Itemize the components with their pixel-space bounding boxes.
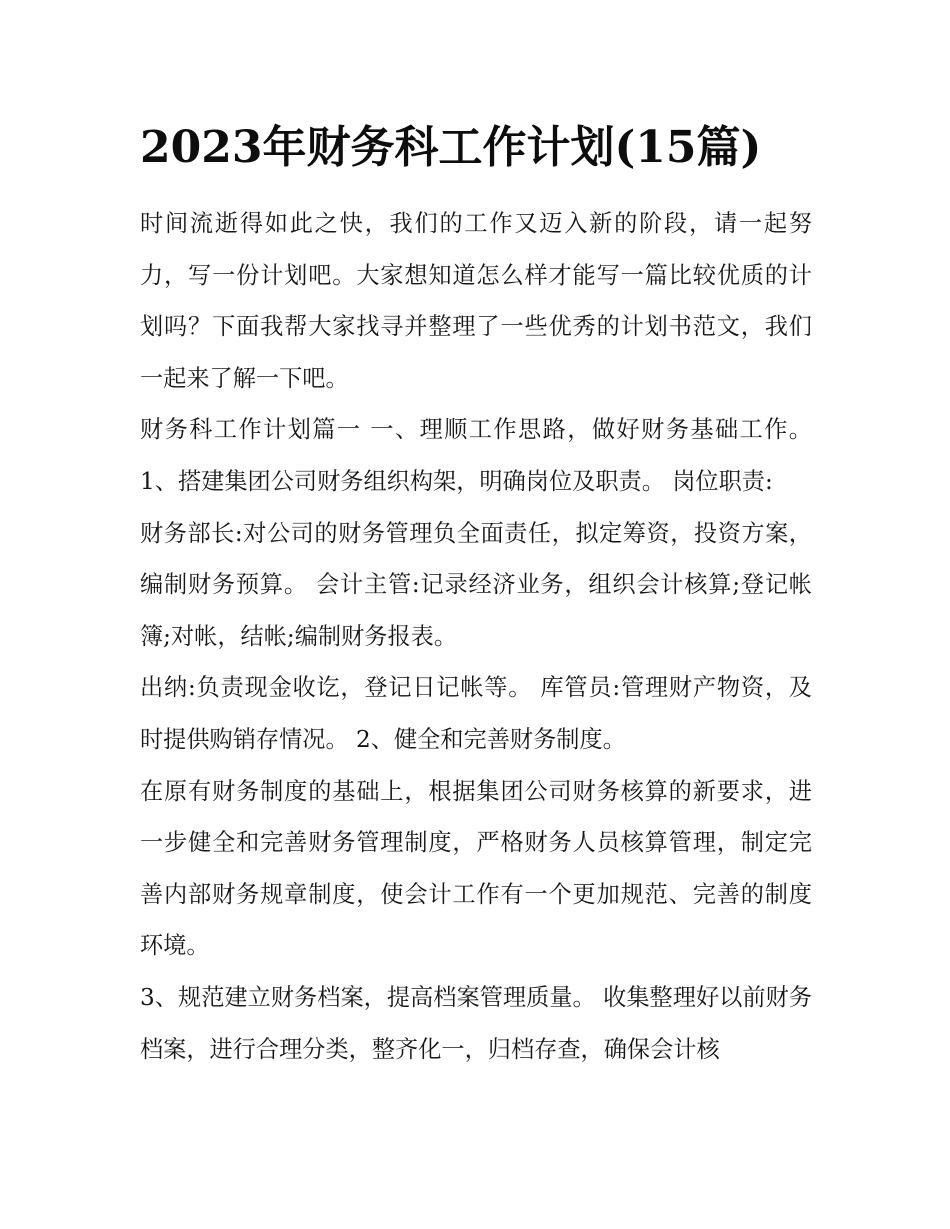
document-title: 2023年财务科工作计划(15篇)	[140, 122, 762, 173]
paragraph-intro: 时间流逝得如此之快，我们的工作又迈入新的阶段，请一起努力，写一份计划吧。大家想知道怎么样才能写一篇比较优质的计划吗？下面我帮大家找寻并整理了一些优秀的计划书范文，我们一起来了解一下吧。	[140, 210, 812, 392]
paragraph-finance-system: 在原有财务制度的基础上，根据集团公司财务核算的新要求，进一步健全和完善财务管理制度，严格财务人员核算管理，制定完善内部财务规章制度，使会计工作有一个更加规范、完善的制度环境。	[140, 777, 812, 960]
paragraph-finance-director: 财务部长:对公司的财务管理负全面责任，拟定筹资，投资方案，编制财务预算。 会计主管:记录经济业务，组织会计核算;登记帐簿;对帐，结帐;编制财务报表。	[140, 519, 812, 650]
paragraph-section-one: 财务科工作计划篇一 一、理顺工作思路，做好财务基础工作。 1、搭建集团公司财务组织构架，明确岗位及职责。 岗位职责:	[140, 416, 812, 495]
document-body	[140, 198, 812, 1075]
paragraph-cashier: 出纳:负责现金收讫，登记日记帐等。 库管员:管理财产物资，及时提供购销存情况。 2、健全和完善财务制度。	[140, 674, 812, 753]
paragraph-archives: 3、规范建立财务档案，提高档案管理质量。 收集整理好以前财务档案，进行合理分类，整齐化一，归档存查，确保会计核	[140, 983, 812, 1063]
